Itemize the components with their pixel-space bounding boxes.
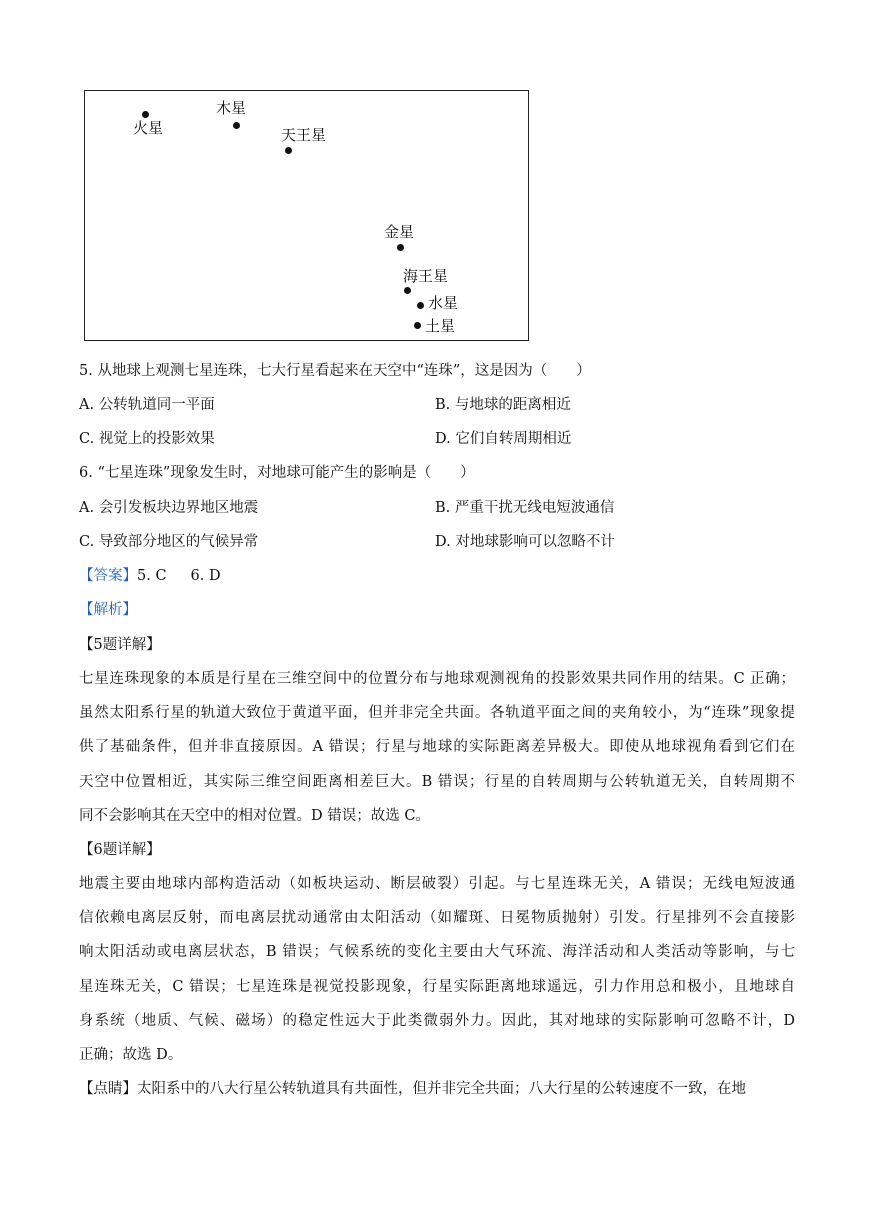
- planet-label-neptune: 海王星: [403, 267, 449, 285]
- planet-dot-neptune: [404, 287, 411, 294]
- detail-5-line: 虽然太阳系行星的轨道大致位于黄道平面，但并非完全共面。各轨道平面之间的夹角较小，为“连珠”现象提: [79, 705, 795, 722]
- question-5-stem: 5. 从地球上观测七星连珠，七大行星看起来在天空中“连珠”，这是因为（ ）: [79, 363, 591, 379]
- planet-label-saturn: 土星: [425, 317, 456, 335]
- question-6-option-a: A. 会引发板块边界地区地震: [79, 500, 259, 516]
- note-paragraph: [79, 1072, 795, 1106]
- planet-label-uranus: 天王星: [281, 126, 327, 144]
- planet-dot-uranus: [285, 147, 292, 154]
- planet-dot-venus: [397, 244, 404, 251]
- note-line: [79, 1072, 795, 1106]
- answer-line: [79, 566, 221, 586]
- planet-label-mars: 火星: [133, 119, 164, 137]
- planet-dot-jupiter: [233, 122, 240, 129]
- detail-6-line: 星连珠无关，C 错误；七星连珠是视觉投影现象，行星实际距离地球遥远，引力作用总和极小，且地球自: [79, 978, 795, 995]
- detail-6-line: 正确；故选 D。: [79, 1047, 183, 1064]
- question-5-option-b: B. 与地球的距离相近: [435, 397, 571, 413]
- question-6-option-d: D. 对地球影响可以忽略不计: [435, 534, 615, 550]
- detail-5-line: 七星连珠现象的本质是行星在三维空间中的位置分布与地球观测视角的投影效果共同作用的结果。C 正确；: [79, 671, 795, 687]
- detail-6-title: 【6题详解】: [79, 842, 161, 858]
- detail-5-line: 同不会影响其在天空中的相对位置。D 错误；故选 C。: [79, 807, 430, 824]
- detail-6-body: [79, 867, 795, 1072]
- note-text: 太阳系中的八大行星公转轨道具有共面性，但并非完全共面；八大行星的公转速度不一致，在地: [137, 1081, 746, 1097]
- answer-6: 6. D: [190, 568, 221, 584]
- planet-dot-saturn: [414, 322, 421, 329]
- question-6-stem: 6. “七星连珠”现象发生时，对地球可能产生的影响是（ ）: [79, 465, 475, 481]
- planet-label-mercury: 水星: [428, 294, 459, 312]
- detail-6-line: 响太阳活动或电离层状态，B 错误；气候系统的变化主要由大气环流、海洋活动和人类活动等影响，与七: [79, 944, 795, 961]
- detail-5-body: [79, 662, 795, 833]
- question-5-option-c: C. 视觉上的投影效果: [79, 431, 215, 447]
- planet-label-jupiter: 木星: [216, 99, 247, 117]
- planet-dot-mercury: [417, 302, 424, 309]
- analysis-tag: 【解析】: [79, 602, 137, 618]
- planet-label-venus: 金星: [384, 223, 415, 241]
- detail-6-line: 信依赖电离层反射，而电离层扰动通常由太阳活动（如耀斑、日冕物质抛射）引发。行星排列不会直接影: [79, 910, 795, 927]
- note-tag: 【点睛】: [79, 1081, 137, 1097]
- detail-5-line: 供了基础条件，但并非直接原因。A 错误；行星与地球的实际距离差异极大。即使从地球视角看到它们在: [79, 739, 795, 756]
- question-6-option-b: B. 严重干扰无线电短波通信: [435, 500, 615, 516]
- detail-5-line: 天空中位置相近，其实际三维空间距离相差巨大。B 错误；行星的自转周期与公转轨道无关，自转周期不: [79, 773, 795, 790]
- answer-tag: 【答案】: [79, 568, 137, 584]
- detail-5-title: 【5题详解】: [79, 637, 161, 653]
- planet-alignment-diagram: [84, 90, 529, 341]
- detail-6-line: 地震主要由地球内部构造活动（如板块运动、断层破裂）引起。与七星连珠无关，A 错误；无线电短波通: [79, 876, 795, 892]
- detail-6-line: 身系统（地质、气候、磁场）的稳定性远大于此类微弱外力。因此，其对地球的实际影响可忽略不计，D: [79, 1012, 795, 1029]
- question-5-option-d: D. 它们自转周期相近: [435, 431, 572, 447]
- question-6-option-c: C. 导致部分地区的气候异常: [79, 534, 259, 550]
- planet-dot-mars: [142, 111, 149, 118]
- answer-5: 5. C: [137, 568, 167, 584]
- question-5-option-a: A. 公转轨道同一平面: [79, 397, 215, 413]
